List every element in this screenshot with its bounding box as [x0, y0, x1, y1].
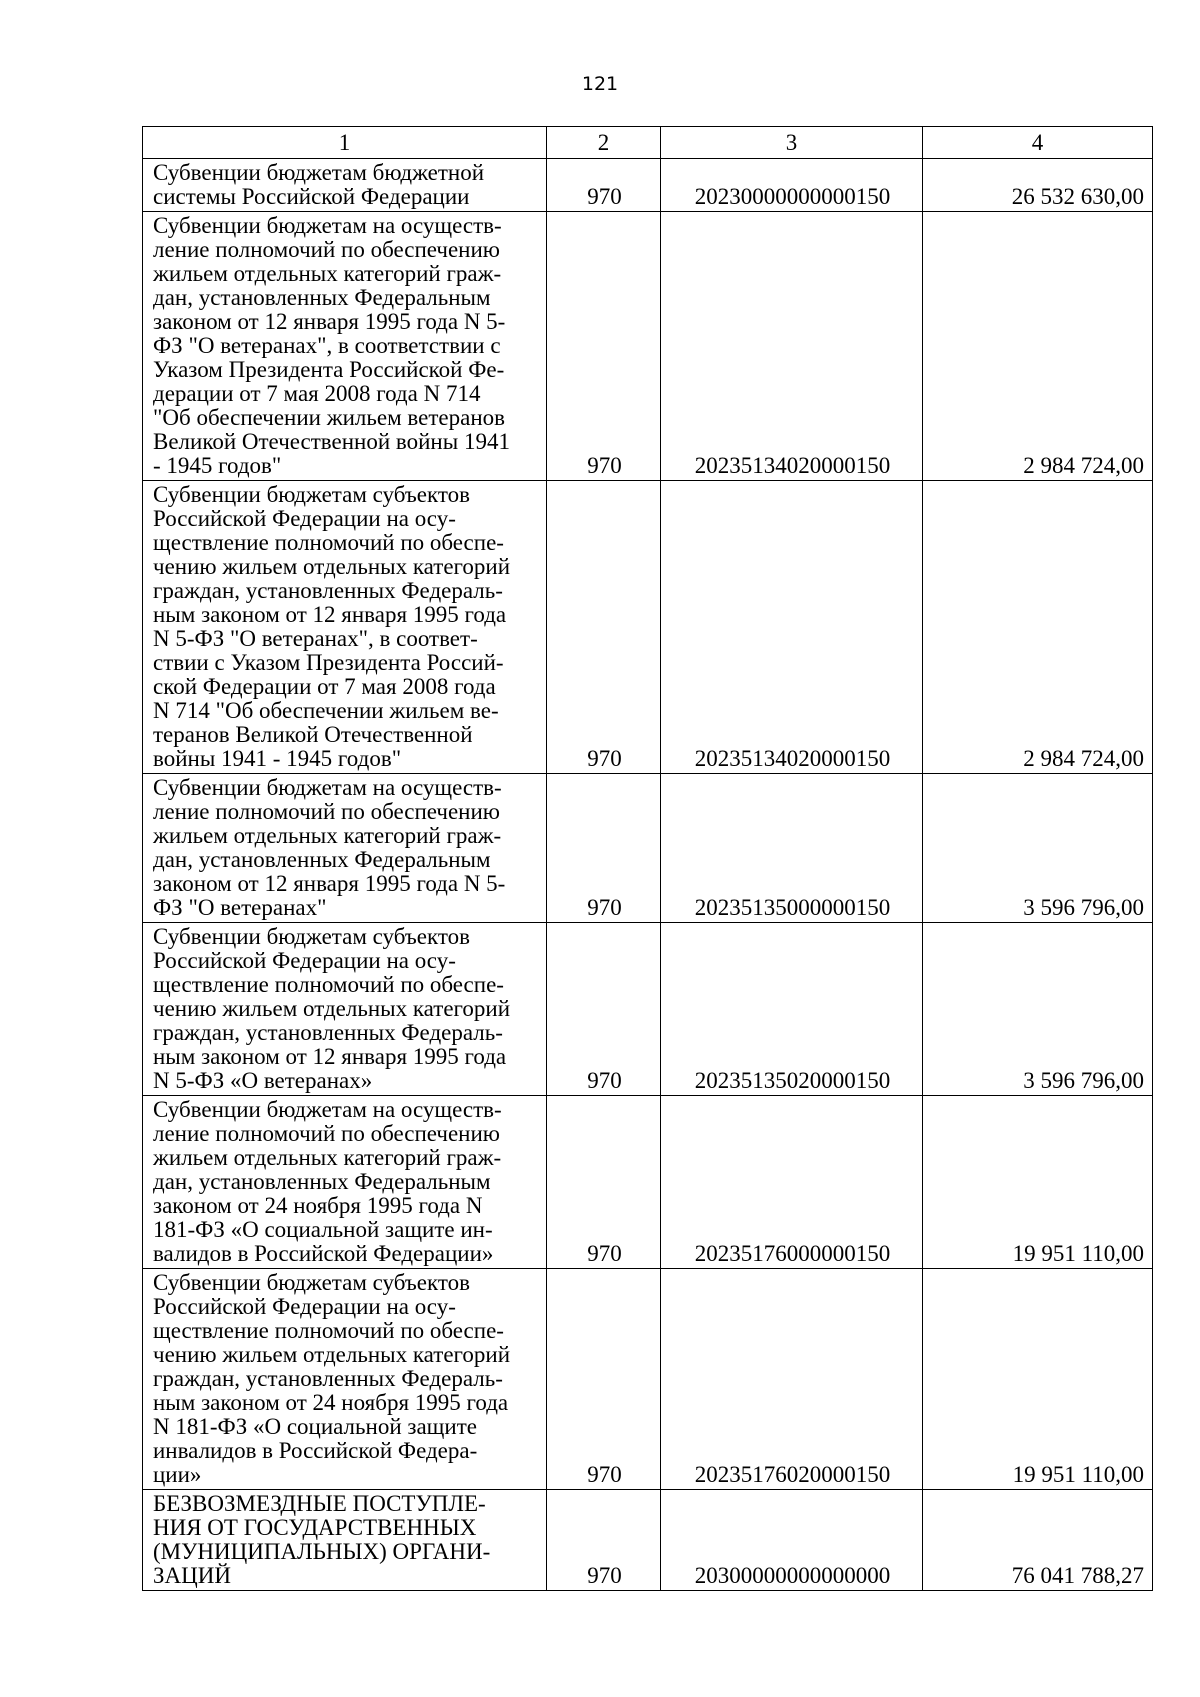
row-admin-code: 970	[547, 212, 661, 481]
table-row	[143, 481, 1153, 774]
row-name: Субвенции бюджетам на осуществ- ление полномочий по обеспечению жильем отдельных категорий граж- дан, установленных Федеральным законом от 12 января 1995 года N 5- ФЗ "О ветеранах", в соответствии с Указом Президента Российской Фе- дерации от 7 мая 2008 года N 714 "Об обеспечении жильем ветеранов Великой Отечественной войны 1941 - 1945 годов"	[153, 213, 510, 478]
column-header-1: 1	[143, 127, 547, 159]
table-row	[143, 1269, 1153, 1490]
row-classification-code: 20235134020000150	[661, 481, 923, 774]
row-name: Субвенции бюджетам на осуществ- ление полномочий по обеспечению жильем отдельных категорий граж- дан, установленных Федеральным законом от 12 января 1995 года N 5- ФЗ "О ветеранах"	[153, 775, 506, 920]
row-classification-code: 20235135000000150	[661, 774, 923, 923]
row-classification-code: 20300000000000000	[661, 1490, 923, 1591]
row-classification-code: 20235135020000150	[661, 923, 923, 1096]
revenue-table	[142, 126, 1153, 1591]
row-admin-code: 970	[547, 923, 661, 1096]
row-name-cell	[143, 1096, 547, 1269]
row-amount: 2 984 724,00	[923, 481, 1153, 774]
row-name-cell	[143, 481, 547, 774]
row-amount: 3 596 796,00	[923, 774, 1153, 923]
row-name: Субвенции бюджетам субъектов Российской Федерации на осу- ществление полномочий по обеспе- чению жильем отдельных категорий граждан, установленных Федераль- ным законом от 12 января 1995 года N 5-ФЗ "О ветеранах", в соответ- ствии с Указом Президента Россий- ской Федерации от 7 мая 2008 года N 714 "Об обеспечении жильем ве- теранов Великой Отечественной войны 1941 - 1945 годов"	[153, 482, 511, 771]
row-amount: 26 532 630,00	[923, 159, 1153, 212]
row-classification-code: 20235134020000150	[661, 212, 923, 481]
row-amount: 3 596 796,00	[923, 923, 1153, 1096]
header-row	[143, 127, 1153, 159]
row-name-cell	[143, 923, 547, 1096]
table-row	[143, 923, 1153, 1096]
row-admin-code: 970	[547, 481, 661, 774]
row-admin-code: 970	[547, 159, 661, 212]
table-row	[143, 1096, 1153, 1269]
row-name-cell	[143, 159, 547, 212]
page-number: 121	[581, 73, 619, 95]
row-admin-code: 970	[547, 1490, 661, 1591]
row-name-cell	[143, 774, 547, 923]
row-admin-code: 970	[547, 774, 661, 923]
row-name-cell	[143, 1490, 547, 1591]
column-header-2: 2	[547, 127, 661, 159]
row-classification-code: 20230000000000150	[661, 159, 923, 212]
row-amount: 2 984 724,00	[923, 212, 1153, 481]
row-amount: 76 041 788,27	[923, 1490, 1153, 1591]
row-name: БЕЗВОЗМЕЗДНЫЕ ПОСТУПЛЕ- НИЯ ОТ ГОСУДАРСТВЕННЫХ (МУНИЦИПАЛЬНЫХ) ОРГАНИ- ЗАЦИЙ	[153, 1491, 491, 1588]
row-name-cell	[143, 1269, 547, 1490]
row-admin-code: 970	[547, 1096, 661, 1269]
row-classification-code: 20235176020000150	[661, 1269, 923, 1490]
column-header-4: 4	[923, 127, 1153, 159]
row-classification-code: 20235176000000150	[661, 1096, 923, 1269]
table-row	[143, 159, 1153, 212]
table-row	[143, 1490, 1153, 1591]
row-name-cell	[143, 212, 547, 481]
row-name: Субвенции бюджетам бюджетной системы Российской Федерации	[153, 160, 485, 209]
row-name: Субвенции бюджетам на осуществ- ление полномочий по обеспечению жильем отдельных категорий граж- дан, установленных Федеральным законом от 24 ноября 1995 года N 181-ФЗ «О социальной защите ин- валидов в Российской Федерации»	[153, 1097, 502, 1266]
row-name: Субвенции бюджетам субъектов Российской Федерации на осу- ществление полномочий по обеспе- чению жильем отдельных категорий граждан, установленных Федераль- ным законом от 24 ноября 1995 года N 181-ФЗ «О социальной защите инвалидов в Российской Федера- ции»	[153, 1270, 511, 1487]
column-header-3: 3	[661, 127, 923, 159]
table-row	[143, 212, 1153, 481]
row-amount: 19 951 110,00	[923, 1269, 1153, 1490]
row-amount: 19 951 110,00	[923, 1096, 1153, 1269]
table-row	[143, 774, 1153, 923]
row-name: Субвенции бюджетам субъектов Российской Федерации на осу- ществление полномочий по обеспе- чению жильем отдельных категорий граждан, установленных Федераль- ным законом от 12 января 1995 года N 5-ФЗ «О ветеранах»	[153, 924, 511, 1093]
row-admin-code: 970	[547, 1269, 661, 1490]
